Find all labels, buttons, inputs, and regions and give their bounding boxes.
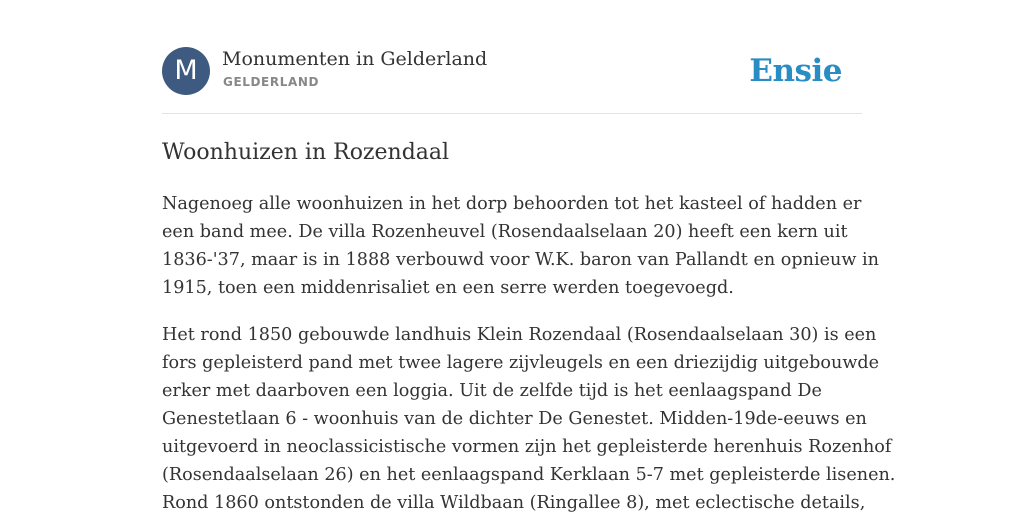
brand-logo[interactable]: Ensie — [749, 53, 842, 89]
text-line: Genestetlaan 6 - woonhuis van de dichter De Genestet. Midden-19de-eeuws en — [162, 409, 867, 429]
site-subtitle-link[interactable]: GELDERLAND — [223, 75, 320, 89]
paragraph-2 — [162, 321, 896, 512]
header-divider — [162, 113, 862, 114]
text-line: fors gepleisterd pand met twee lagere zijvleugels en een driezijdig uitgebouwde — [162, 353, 880, 373]
article-body — [162, 190, 896, 512]
text-line: uitgevoerd in neoclassicistische vormen zijn het gepleisterde herenhuis Rozenhof — [162, 437, 892, 457]
text-line: erker met daarboven een loggia. Uit de zelfde tijd is het eenlaagspand De — [162, 381, 822, 401]
paragraph-1 — [162, 190, 879, 302]
text-line: een band mee. De villa Rozenheuvel (Rosendaalselaan 20) heeft een kern uit — [162, 222, 848, 242]
site-title-link[interactable]: Monumenten in Gelderland — [222, 48, 488, 70]
site-avatar[interactable]: M — [162, 47, 210, 95]
text-line: Het rond 1850 gebouwde landhuis Klein Rozendaal (Rosendaalselaan 30) is een — [162, 325, 877, 345]
article-title: Woonhuizen in Rozendaal — [162, 140, 450, 165]
text-line: 1915, toen een middenrisaliet en een serre werden toegevoegd. — [162, 278, 734, 298]
site-header — [162, 47, 862, 95]
text-line: Nagenoeg alle woonhuizen in het dorp behoorden tot het kasteel of hadden er — [162, 194, 862, 214]
text-line: Rond 1860 ontstonden de villa Wildbaan (Ringallee 8), met eclectische details, — [162, 493, 866, 512]
text-line: 1836-'37, maar is in 1888 verbouwd voor W.K. baron van Pallandt en opnieuw in — [162, 250, 879, 270]
text-line: (Rosendaalselaan 26) en het eenlaagspand Kerklaan 5-7 met gepleisterde lisenen. — [162, 465, 896, 485]
